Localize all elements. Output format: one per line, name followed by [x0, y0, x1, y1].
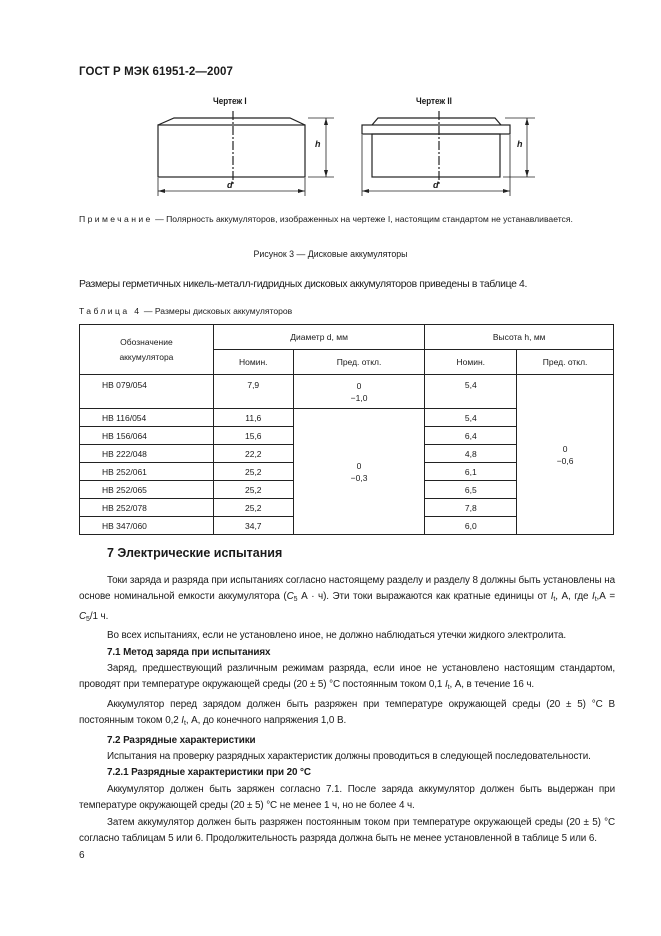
page-number: 6	[79, 850, 85, 861]
paragraph-rest: Аккумулятор должен быть заряжен согласно 7.1. После заряда аккумулятор должен быть выдержан при температуре окружающей среды (20 ± 5) °С не менее 1 ч, но не более 4 ч.	[79, 783, 615, 812]
table-row: HB 252/061 25,2 6,1	[80, 463, 614, 481]
figure-2-d-label: d	[433, 180, 439, 190]
document-header: ГОСТ Р МЭК 61951-2—2007	[79, 66, 233, 78]
h-tol-all: 0 −0,6	[517, 375, 614, 535]
paragraph-currents: Токи заряда и разряда при испытаниях согласно настоящему разделу и разделу 8 должны быть установлены на основе номинальной емкости аккумулятора ($C_5$ А · ч). Эти токи выражаются как кратные единицы от $I_t$, А, где $I_t,А = C_5/1$ ч.	[79, 575, 615, 623]
section-7-heading: 7 Электрические испытания	[107, 546, 283, 560]
table-row: HB 252/065 25,2 6,5	[80, 481, 614, 499]
table-label: Таблица 4	[79, 306, 142, 316]
intro-paragraph: Размеры герметичных никель-металл-гидридных дисковых аккумуляторов приведены в таблице 4.	[79, 279, 528, 290]
note-label: Примечание	[79, 214, 153, 224]
figure-caption: Рисунок 3 — Дисковые аккумуляторы	[253, 249, 408, 259]
d-tol-rest: 0 −0,3	[293, 409, 425, 535]
table-title	[79, 306, 292, 316]
header-h-nom: Номин.	[425, 350, 517, 375]
figure-2-drawing	[355, 108, 545, 200]
d-tol-first: 0 −1,0	[293, 375, 425, 409]
figure-1-d-label: d	[227, 180, 233, 190]
section-7-body	[79, 573, 615, 848]
table-row: HB 116/054 11,6 0 −0,3 5,4	[80, 409, 614, 427]
paragraph-duration: Затем аккумулятор должен быть разряжен постоянным током при температуре окружающей среды (20 ± 5) °С согласно таблицам 5 или 6. Продолжительность разряда должна быть не менее установленной в таблице 5 или 6.	[79, 816, 615, 845]
table-row: HB 156/064 15,6 6,4	[80, 427, 614, 445]
paragraph-sequence: Испытания на проверку разрядных характеристик должны проводиться в следующей последовательности.	[107, 751, 591, 763]
figure-2-title: Чертеж II	[416, 96, 452, 106]
header-h-tol: Пред. откл.	[517, 350, 614, 375]
figure-1-title: Чертеж I	[213, 96, 247, 106]
paragraph-leakage: Во всех испытаниях, если не установлено иное, не должно наблюдаться утечки жидкого электролита.	[107, 630, 567, 642]
header-diameter: Диаметр d, мм	[213, 325, 425, 350]
table-row: HB 222/048 22,2 4,8	[80, 445, 614, 463]
dimensions-table	[79, 324, 614, 535]
figure-note	[79, 212, 613, 226]
header-d-tol: Пред. откл.	[293, 350, 425, 375]
paragraph-charge: Заряд, предшествующий различным режимам разряда, если иное не установлено настоящим стандартом, проводят при температуре окружающей среды (20 ± 5) °С постоянным током 0,1 $I_t$, А, в течение 16 ч.	[79, 663, 615, 692]
table-row: HB 079/054 7,9 0 −1,0 5,4 0 −0,6	[80, 375, 614, 409]
header-height: Высота h, мм	[425, 325, 614, 350]
header-d-nom: Номин.	[213, 350, 293, 375]
header-designation: Обозначение аккумулятора	[80, 325, 214, 375]
figure-2-h-label: h	[517, 139, 523, 149]
note-text: — Полярность аккумуляторов, изображенных на чертеже I, настоящим стандартом не устанавливается.	[152, 214, 573, 224]
table-row: HB 252/078 25,2 7,8	[80, 499, 614, 517]
table-row: HB 347/060 34,7 6,0	[80, 517, 614, 535]
figure-1-drawing	[150, 108, 340, 200]
heading-7-1: 7.1 Метод заряда при испытаниях	[107, 646, 271, 658]
figure-1-h-label: h	[315, 139, 321, 149]
heading-7-2: 7.2 Разрядные характеристики	[107, 734, 256, 746]
heading-7-2-1: 7.2.1 Разрядные характеристики при 20 °С	[107, 767, 311, 779]
paragraph-discharge: Аккумулятор перед зарядом должен быть разряжен при температуре окружающей среды (20 ± 5) °С В постоянным током 0,2 $I_t$, А, до конечного напряжения 1,0 В.	[79, 698, 615, 728]
table-title-text: — Размеры дисковых аккумуляторов	[141, 306, 293, 316]
